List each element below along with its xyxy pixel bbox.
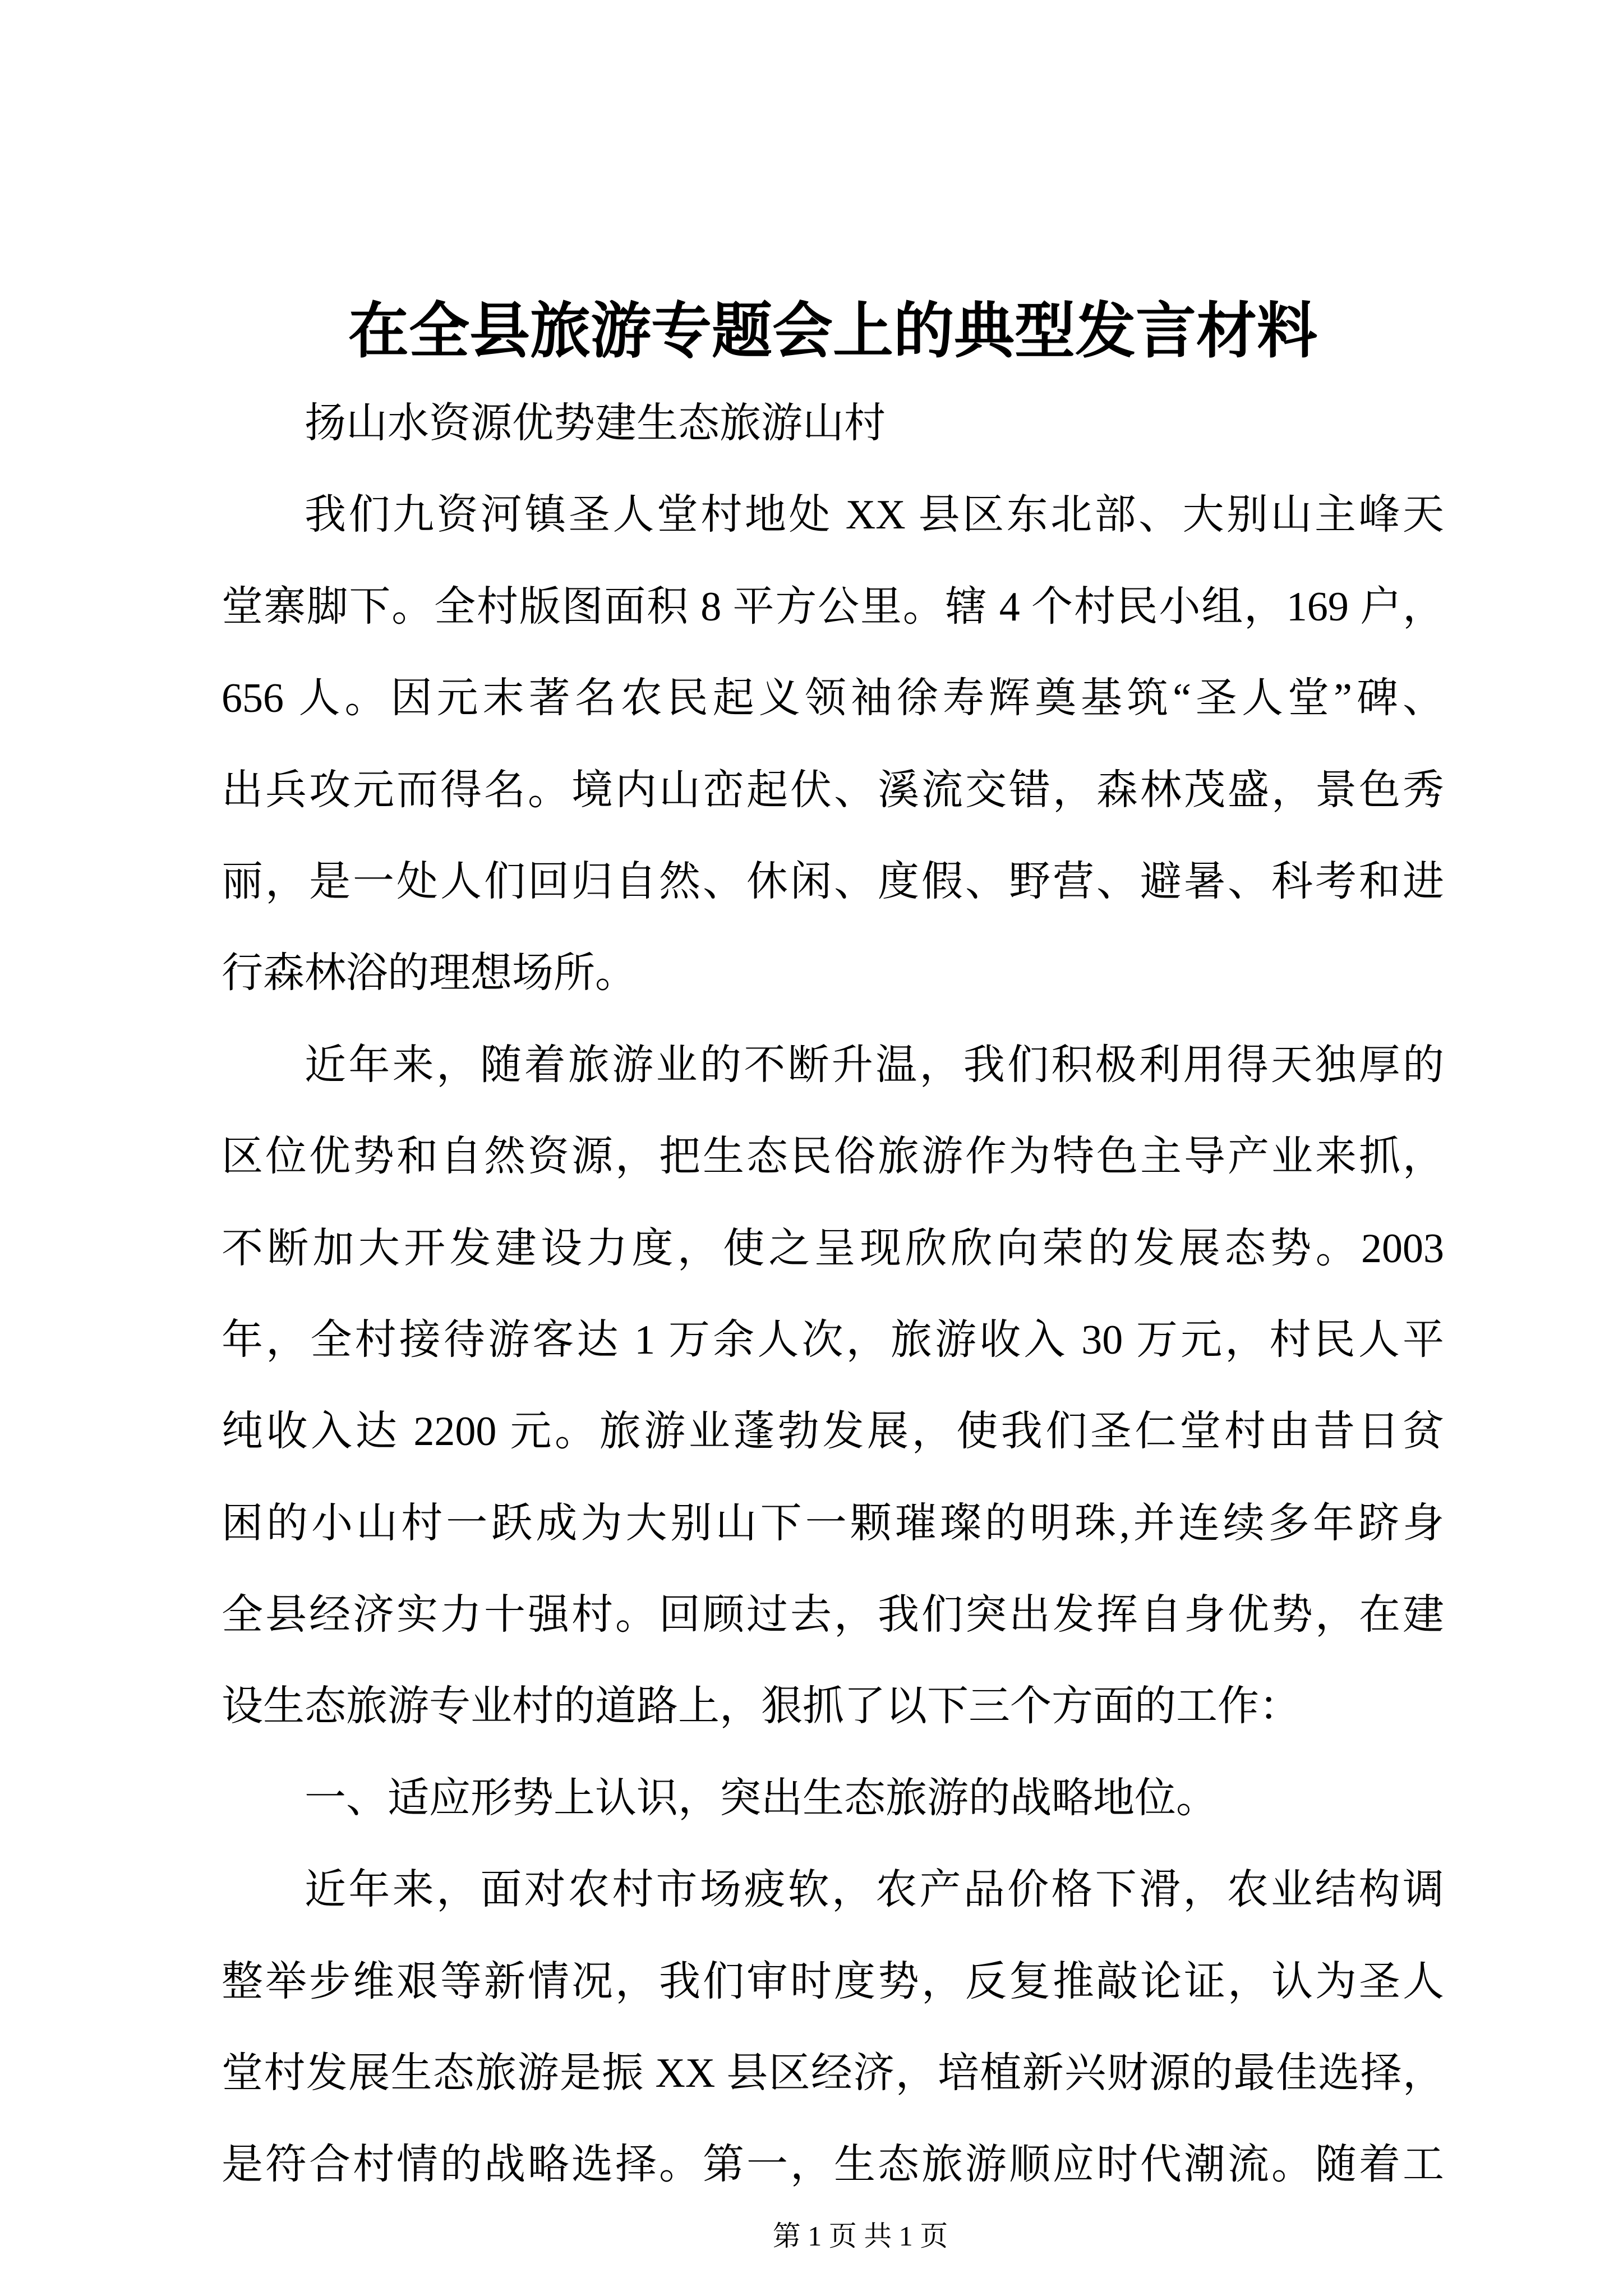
paragraph-line: 近年来，面对农村市场疲软，农产品价格下滑，农业结构调 — [305, 1867, 1444, 1913]
paragraph-line: 设生态旅游专业村的道路上，狠抓了以下三个方面的工作： — [222, 1683, 1301, 1730]
document-title: 在全县旅游专题会上的典型发言材料 — [348, 298, 1317, 365]
paragraph-line: 区位优势和自然资源，把生态民俗旅游作为特色主导产业来抓， — [222, 1134, 1444, 1180]
paragraph-line: 全县经济实力十强村。回顾过去，我们突出发挥自身优势，在建 — [222, 1592, 1444, 1639]
paragraph-line: 我们九资河镇圣人堂村地处 XX 县区东北部、大别山主峰天 — [305, 492, 1444, 539]
paragraph-line: 纯收入达 2200 元。旅游业蓬勃发展，使我们圣仁堂村由昔日贫 — [222, 1409, 1444, 1455]
paragraph-line: 堂寨脚下。全村版图面积 8 平方公里。辖 4 个村民小组，169 户， — [222, 583, 1444, 630]
paragraph-strategy — [222, 1844, 1444, 2211]
section-heading — [222, 1753, 1444, 1844]
section-heading-line: 一、适应形势上认识，突出生态旅游的战略地位。 — [305, 1775, 1218, 1821]
page-footer: 第 1 页 共 1 页 — [772, 2220, 948, 2252]
paragraph-line: 堂村发展生态旅游是振 XX 县区经济，培植新兴财源的最佳选择， — [222, 2050, 1444, 2097]
document-body — [222, 378, 1444, 2211]
paragraph-line: 行森林浴的理想场所。 — [222, 950, 637, 997]
paragraph-line: 是符合村情的战略选择。第一，生态旅游顺应时代潮流。随着工 — [222, 2142, 1444, 2188]
paragraph-line: 困的小山村一跃成为大别山下一颗璀璨的明珠,并连续多年跻身 — [222, 1500, 1444, 1547]
paragraph-intro — [222, 470, 1444, 1019]
paragraph-line: 年，全村接待游客达 1 万余人次，旅游收入 30 万元，村民人平 — [222, 1317, 1444, 1363]
paragraph-line: 不断加大开发建设力度，使之呈现欣欣向荣的发展态势。2003 — [222, 1225, 1444, 1272]
paragraph-line: 656 人。因元末著名农民起义领袖徐寿辉奠基筑“圣人堂”碑、 — [222, 675, 1444, 722]
paragraph-development — [222, 1020, 1444, 1753]
paragraph-line: 整举步维艰等新情况，我们审时度势，反复推敲论证，认为圣人 — [222, 1958, 1444, 2005]
paragraph-line: 近年来，随着旅游业的不断升温，我们积极利用得天独厚的 — [305, 1042, 1444, 1088]
paragraph-line: 出兵攻元而得名。境内山峦起伏、溪流交错，森林茂盛，景色秀 — [222, 767, 1444, 813]
document-subtitle: 扬山水资源优势建生态旅游山村 — [305, 401, 886, 447]
paragraph-line: 丽，是一处人们回归自然、休闲、度假、野营、避暑、科考和进 — [222, 858, 1444, 905]
